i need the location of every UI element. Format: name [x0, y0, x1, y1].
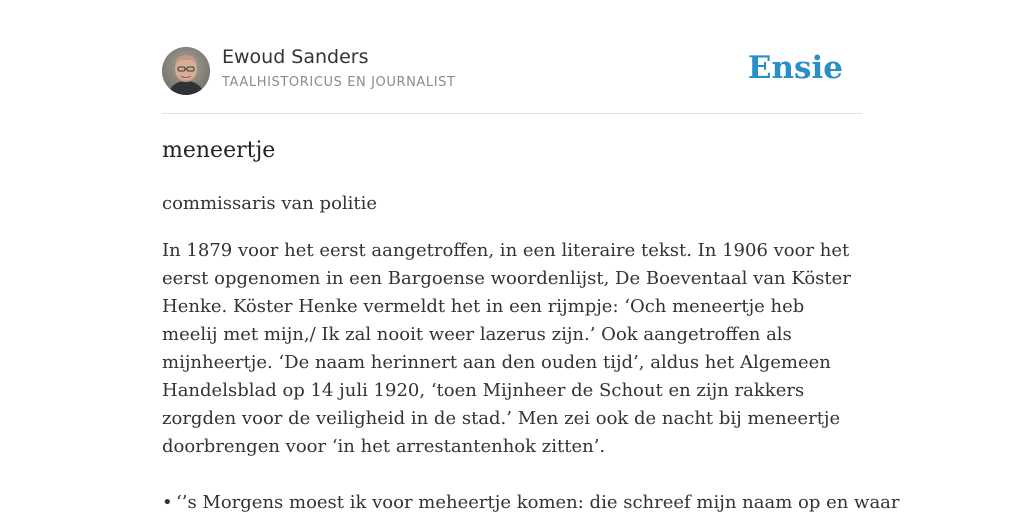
entry-title: meneertje [162, 138, 276, 163]
author-name[interactable]: Ewoud Sanders [222, 46, 369, 68]
quote-list-item [162, 489, 900, 512]
entry-body: In 1879 voor het eerst aangetroffen, in een literaire tekst. In 1906 voor het eerst opgenomen in een Bargoense woordenlijst, De Boeventaal van Köster Henke. Köster Henke vermeldt het in een rijmpje: ‘Och meneertje heb meelij met mijn,/ Ik zal nooit weer lazerus zijn.’ Ook aangetroffen als mijnheertje. ‘De naam herinnert aan den ouden tijd’, aldus het Algemeen Handelsblad op 14 juli 1920, ‘toen Mijnheer de Schout en zijn rakkers zorgden voor de veiligheid in de stad.’ Men zei ook de nacht bij meneertje doorbrengen voor ‘in het arrestantenhok zitten’. [162, 240, 851, 457]
author-role: TAALHISTORICUS EN JOURNALIST [222, 75, 456, 90]
author-header [162, 0, 862, 114]
avatar-photo-icon [162, 47, 210, 95]
author-avatar[interactable] [162, 47, 210, 95]
article-container [162, 0, 900, 512]
bullet-icon: • [162, 492, 173, 512]
entry-definition: commissaris van politie [162, 193, 378, 214]
quote-text: ‘’s Morgens moest ik voor meheertje komen: die schreef mijn naam op en waar [176, 492, 900, 512]
brand-logo[interactable]: Ensie [747, 50, 843, 86]
